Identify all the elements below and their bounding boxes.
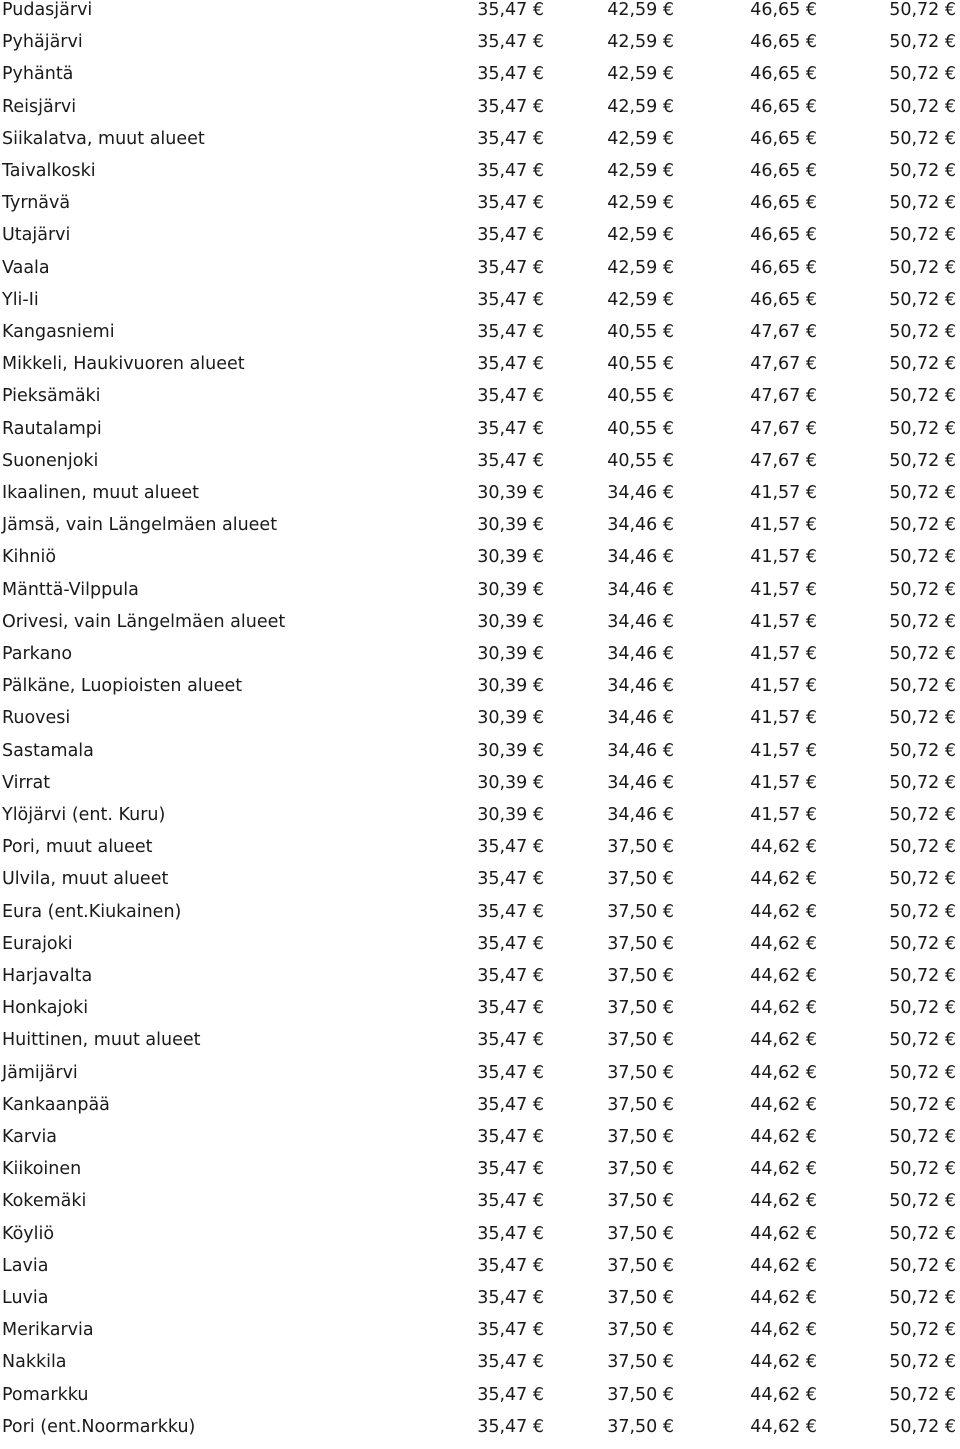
- price-cell-1: 35,47 €: [477, 0, 544, 20]
- price-cell-2: 40,55 €: [607, 450, 674, 471]
- price-cell-1: 35,47 €: [477, 128, 544, 149]
- price-cell-2: 34,46 €: [607, 515, 674, 536]
- table-row: [0, 515, 960, 547]
- municipality-name: Parkano: [2, 644, 73, 664]
- table-row: [0, 1417, 960, 1449]
- price-cell-3: 41,57 €: [750, 579, 817, 600]
- price-cell-3: 44,62 €: [750, 1416, 817, 1437]
- municipality-name: Ulvila, muut alueet: [2, 869, 169, 890]
- price-cell-2: 40,55 €: [607, 322, 674, 342]
- price-cell-1: 30,39 €: [477, 547, 544, 568]
- price-cell-1: 35,47 €: [477, 1127, 544, 1147]
- municipality-name: Taivalkoski: [2, 161, 96, 181]
- municipality-name: Karvia: [2, 1127, 58, 1147]
- price-cell-2: 34,46 €: [607, 708, 674, 729]
- municipality-name: Luvia: [2, 1288, 49, 1308]
- price-cell-3: 41,57 €: [750, 708, 817, 729]
- table-row: [0, 386, 960, 418]
- municipality-name: Köyliö: [2, 1223, 55, 1244]
- price-cell-3: 41,57 €: [750, 515, 817, 536]
- municipality-name: Orivesi, vain Längelmäen alueet: [2, 611, 286, 632]
- price-cell-1: 35,47 €: [477, 32, 544, 53]
- table-row: [0, 483, 960, 515]
- price-cell-3: 46,65 €: [750, 128, 817, 149]
- price-cell-2: 37,50 €: [607, 1159, 674, 1180]
- price-cell-2: 40,55 €: [607, 418, 674, 439]
- price-cell-1: 35,47 €: [477, 96, 544, 117]
- table-row: [0, 1288, 960, 1320]
- price-cell-1: 35,47 €: [477, 289, 544, 310]
- table-row: [0, 193, 960, 225]
- price-cell-1: 35,47 €: [477, 901, 544, 922]
- municipality-name: Eura (ent.Kiukainen): [2, 901, 182, 922]
- price-cell-1: 35,47 €: [477, 998, 544, 1019]
- price-cell-3: 41,57 €: [750, 772, 817, 793]
- price-cell-1: 35,47 €: [477, 1320, 544, 1341]
- price-cell-2: 42,59 €: [607, 161, 674, 181]
- price-cell-4: 50,72 €: [889, 998, 956, 1019]
- table-row: [0, 1385, 960, 1417]
- price-cell-4: 50,72 €: [889, 289, 956, 310]
- table-row: [0, 612, 960, 644]
- table-row: [0, 1030, 960, 1062]
- table-row: [0, 1095, 960, 1127]
- price-cell-4: 50,72 €: [889, 1352, 956, 1373]
- price-cell-4: 50,72 €: [889, 1255, 956, 1276]
- price-cell-4: 50,72 €: [889, 386, 956, 407]
- municipality-name: Virrat: [2, 772, 51, 793]
- price-cell-4: 50,72 €: [889, 1030, 956, 1051]
- table-row: [0, 773, 960, 805]
- price-cell-4: 50,72 €: [889, 1159, 956, 1180]
- municipality-name: Reisjärvi: [2, 96, 77, 117]
- municipality-name: Pudasjärvi: [2, 0, 93, 20]
- table-row: [0, 837, 960, 869]
- municipality-name: Pyhäntä: [2, 64, 74, 85]
- price-cell-1: 30,39 €: [477, 740, 544, 761]
- price-cell-4: 50,72 €: [889, 225, 956, 246]
- municipality-name: Siikalatva, muut alueet: [2, 128, 205, 149]
- price-cell-3: 46,65 €: [750, 225, 817, 246]
- price-cell-2: 37,50 €: [607, 1223, 674, 1244]
- table-row: [0, 1191, 960, 1223]
- table-row: [0, 225, 960, 257]
- table-row: [0, 290, 960, 322]
- table-row: [0, 805, 960, 837]
- municipality-name: Utajärvi: [2, 225, 71, 246]
- price-cell-2: 37,50 €: [607, 933, 674, 954]
- price-cell-3: 46,65 €: [750, 257, 817, 278]
- price-cell-1: 35,47 €: [477, 386, 544, 407]
- price-cell-2: 42,59 €: [607, 64, 674, 85]
- table-row: [0, 580, 960, 612]
- price-cell-1: 35,47 €: [477, 322, 544, 342]
- price-cell-1: 35,47 €: [477, 354, 544, 375]
- price-cell-4: 50,72 €: [889, 0, 956, 20]
- price-cell-1: 30,39 €: [477, 644, 544, 664]
- price-cell-1: 35,47 €: [477, 1255, 544, 1276]
- price-cell-4: 50,72 €: [889, 1416, 956, 1437]
- price-cell-4: 50,72 €: [889, 96, 956, 117]
- price-cell-1: 35,47 €: [477, 225, 544, 246]
- table-row: [0, 1352, 960, 1384]
- municipality-name: Pieksämäki: [2, 386, 101, 407]
- municipality-name: Kokemäki: [2, 1191, 87, 1212]
- price-cell-2: 37,50 €: [607, 1288, 674, 1308]
- price-cell-1: 30,39 €: [477, 708, 544, 729]
- price-cell-4: 50,72 €: [889, 966, 956, 986]
- price-cell-4: 50,72 €: [889, 708, 956, 729]
- table-row: [0, 258, 960, 290]
- municipality-name: Merikarvia: [2, 1320, 94, 1341]
- price-cell-1: 35,47 €: [477, 1094, 544, 1115]
- price-cell-3: 46,65 €: [750, 0, 817, 20]
- municipality-name: Eurajoki: [2, 933, 73, 954]
- table-row: [0, 129, 960, 161]
- price-cell-4: 50,72 €: [889, 1062, 956, 1083]
- price-cell-3: 44,62 €: [750, 1094, 817, 1115]
- price-cell-4: 50,72 €: [889, 644, 956, 664]
- price-cell-4: 50,72 €: [889, 740, 956, 761]
- price-cell-2: 42,59 €: [607, 32, 674, 53]
- price-cell-4: 50,72 €: [889, 1127, 956, 1147]
- price-cell-3: 44,62 €: [750, 1030, 817, 1051]
- table-row: [0, 419, 960, 451]
- price-cell-2: 37,50 €: [607, 869, 674, 890]
- price-cell-2: 37,50 €: [607, 1127, 674, 1147]
- price-cell-4: 50,72 €: [889, 579, 956, 600]
- municipality-name: Honkajoki: [2, 998, 89, 1019]
- table-row: [0, 934, 960, 966]
- table-row: [0, 161, 960, 193]
- price-cell-4: 50,72 €: [889, 1223, 956, 1244]
- price-cell-1: 35,47 €: [477, 1030, 544, 1051]
- price-cell-2: 40,55 €: [607, 354, 674, 375]
- price-cell-3: 47,67 €: [750, 418, 817, 439]
- price-cell-1: 35,47 €: [477, 869, 544, 890]
- price-cell-3: 44,62 €: [750, 1320, 817, 1341]
- price-cell-1: 35,47 €: [477, 193, 544, 214]
- price-cell-2: 34,46 €: [607, 483, 674, 503]
- price-cell-1: 35,47 €: [477, 837, 544, 858]
- table-row: [0, 1224, 960, 1256]
- price-cell-3: 47,67 €: [750, 322, 817, 342]
- price-cell-1: 30,39 €: [477, 805, 544, 825]
- price-cell-4: 50,72 €: [889, 128, 956, 149]
- price-cell-3: 44,62 €: [750, 1127, 817, 1147]
- price-cell-3: 46,65 €: [750, 161, 817, 181]
- price-cell-3: 46,65 €: [750, 32, 817, 53]
- price-cell-2: 42,59 €: [607, 193, 674, 214]
- price-cell-2: 42,59 €: [607, 289, 674, 310]
- price-cell-4: 50,72 €: [889, 1384, 956, 1405]
- price-cell-4: 50,72 €: [889, 354, 956, 375]
- price-cell-1: 35,47 €: [477, 1223, 544, 1244]
- price-cell-3: 44,62 €: [750, 933, 817, 954]
- table-row: [0, 32, 960, 64]
- price-cell-4: 50,72 €: [889, 257, 956, 278]
- price-cell-3: 44,62 €: [750, 1223, 817, 1244]
- price-cell-2: 37,50 €: [607, 1255, 674, 1276]
- price-cell-2: 34,46 €: [607, 579, 674, 600]
- price-cell-1: 35,47 €: [477, 966, 544, 986]
- price-cell-3: 44,62 €: [750, 1255, 817, 1276]
- price-cell-4: 50,72 €: [889, 161, 956, 181]
- municipality-name: Yli-Ii: [2, 289, 39, 310]
- municipality-name: Pomarkku: [2, 1384, 89, 1405]
- price-cell-2: 42,59 €: [607, 96, 674, 117]
- price-cell-3: 44,62 €: [750, 1159, 817, 1180]
- municipality-name: Tyrnävä: [2, 193, 71, 214]
- table-row: [0, 0, 960, 32]
- price-cell-4: 50,72 €: [889, 32, 956, 53]
- price-cell-1: 35,47 €: [477, 1288, 544, 1308]
- municipality-name: Ikaalinen, muut alueet: [2, 483, 199, 503]
- table-row: [0, 998, 960, 1030]
- table-row: [0, 354, 960, 386]
- price-cell-3: 44,62 €: [750, 1191, 817, 1212]
- price-cell-3: 44,62 €: [750, 1062, 817, 1083]
- municipality-name: Nakkila: [2, 1352, 67, 1373]
- price-cell-2: 37,50 €: [607, 1030, 674, 1051]
- price-cell-1: 35,47 €: [477, 450, 544, 471]
- municipality-name: Kiikoinen: [2, 1159, 82, 1180]
- price-cell-2: 37,50 €: [607, 837, 674, 858]
- price-cell-3: 41,57 €: [750, 740, 817, 761]
- price-cell-4: 50,72 €: [889, 483, 956, 503]
- price-cell-4: 50,72 €: [889, 450, 956, 471]
- price-cell-1: 35,47 €: [477, 1416, 544, 1437]
- municipality-name: Sastamala: [2, 740, 94, 761]
- price-cell-2: 37,50 €: [607, 901, 674, 922]
- price-cell-3: 46,65 €: [750, 289, 817, 310]
- price-cell-1: 35,47 €: [477, 933, 544, 954]
- municipality-name: Kihniö: [2, 547, 57, 568]
- table-row: [0, 741, 960, 773]
- price-cell-2: 37,50 €: [607, 1191, 674, 1212]
- table-row: [0, 1063, 960, 1095]
- price-cell-3: 44,62 €: [750, 1384, 817, 1405]
- municipality-name: Lavia: [2, 1255, 49, 1276]
- price-cell-3: 44,62 €: [750, 869, 817, 890]
- price-cell-2: 34,46 €: [607, 805, 674, 825]
- price-cell-3: 47,67 €: [750, 386, 817, 407]
- municipality-name: Huittinen, muut alueet: [2, 1030, 201, 1051]
- price-cell-3: 44,62 €: [750, 1352, 817, 1373]
- price-cell-4: 50,72 €: [889, 547, 956, 568]
- price-cell-2: 42,59 €: [607, 225, 674, 246]
- municipality-name: Vaala: [2, 257, 50, 278]
- table-row: [0, 322, 960, 354]
- table-row: [0, 869, 960, 901]
- price-cell-3: 44,62 €: [750, 901, 817, 922]
- price-cell-3: 44,62 €: [750, 966, 817, 986]
- price-cell-2: 34,46 €: [607, 772, 674, 793]
- price-cell-2: 42,59 €: [607, 128, 674, 149]
- price-cell-3: 44,62 €: [750, 998, 817, 1019]
- price-cell-4: 50,72 €: [889, 676, 956, 697]
- price-cell-4: 50,72 €: [889, 901, 956, 922]
- price-cell-2: 37,50 €: [607, 1416, 674, 1437]
- table-row: [0, 1256, 960, 1288]
- municipality-name: Kangasniemi: [2, 322, 115, 342]
- price-cell-2: 37,50 €: [607, 966, 674, 986]
- price-cell-2: 37,50 €: [607, 1062, 674, 1083]
- municipality-name: Suonenjoki: [2, 450, 99, 471]
- price-cell-1: 35,47 €: [477, 1159, 544, 1180]
- price-cell-2: 37,50 €: [607, 1094, 674, 1115]
- price-cell-2: 34,46 €: [607, 676, 674, 697]
- price-cell-2: 40,55 €: [607, 386, 674, 407]
- price-cell-1: 30,39 €: [477, 611, 544, 632]
- price-cell-2: 37,50 €: [607, 998, 674, 1019]
- table-row: [0, 708, 960, 740]
- table-row: [0, 97, 960, 129]
- price-cell-3: 41,57 €: [750, 676, 817, 697]
- municipality-name: Jämijärvi: [2, 1062, 78, 1083]
- table-row: [0, 547, 960, 579]
- price-cell-1: 35,47 €: [477, 1384, 544, 1405]
- price-cell-2: 34,46 €: [607, 644, 674, 664]
- price-cell-3: 41,57 €: [750, 611, 817, 632]
- table-row: [0, 1159, 960, 1191]
- price-cell-2: 37,50 €: [607, 1384, 674, 1405]
- price-cell-2: 37,50 €: [607, 1320, 674, 1341]
- municipality-name: Harjavalta: [2, 966, 93, 986]
- price-cell-1: 35,47 €: [477, 257, 544, 278]
- price-cell-1: 30,39 €: [477, 515, 544, 536]
- price-cell-4: 50,72 €: [889, 1320, 956, 1341]
- municipality-name: Ruovesi: [2, 708, 71, 729]
- price-cell-4: 50,72 €: [889, 772, 956, 793]
- municipality-name: Pälkäne, Luopioisten alueet: [2, 676, 243, 697]
- price-cell-3: 46,65 €: [750, 64, 817, 85]
- price-cell-1: 35,47 €: [477, 1352, 544, 1373]
- municipality-name: Rautalampi: [2, 418, 102, 439]
- table-row: [0, 676, 960, 708]
- price-cell-4: 50,72 €: [889, 869, 956, 890]
- price-cell-3: 46,65 €: [750, 96, 817, 117]
- price-cell-4: 50,72 €: [889, 322, 956, 342]
- municipality-name: Pori, muut alueet: [2, 837, 153, 858]
- price-cell-2: 34,46 €: [607, 611, 674, 632]
- price-cell-4: 50,72 €: [889, 1094, 956, 1115]
- price-cell-2: 37,50 €: [607, 1352, 674, 1373]
- price-cell-2: 42,59 €: [607, 0, 674, 20]
- municipality-name: Pyhäjärvi: [2, 32, 83, 53]
- price-cell-3: 44,62 €: [750, 837, 817, 858]
- price-cell-1: 35,47 €: [477, 418, 544, 439]
- price-cell-4: 50,72 €: [889, 1288, 956, 1308]
- price-cell-3: 46,65 €: [750, 193, 817, 214]
- price-cell-3: 47,67 €: [750, 450, 817, 471]
- price-cell-2: 34,46 €: [607, 547, 674, 568]
- price-cell-4: 50,72 €: [889, 515, 956, 536]
- table-row: [0, 966, 960, 998]
- table-row: [0, 451, 960, 483]
- price-cell-3: 41,57 €: [750, 805, 817, 825]
- price-cell-4: 50,72 €: [889, 418, 956, 439]
- price-cell-4: 50,72 €: [889, 193, 956, 214]
- table-row: [0, 1127, 960, 1159]
- price-cell-2: 42,59 €: [607, 257, 674, 278]
- price-cell-3: 44,62 €: [750, 1288, 817, 1308]
- price-cell-4: 50,72 €: [889, 805, 956, 825]
- municipality-name: Pori (ent.Noormarkku): [2, 1416, 196, 1437]
- municipality-name: Mänttä-Vilppula: [2, 579, 139, 600]
- table-row: [0, 902, 960, 934]
- price-cell-1: 30,39 €: [477, 772, 544, 793]
- price-cell-3: 41,57 €: [750, 644, 817, 664]
- municipality-name: Mikkeli, Haukivuoren alueet: [2, 354, 245, 375]
- municipality-name: Jämsä, vain Längelmäen alueet: [2, 515, 278, 536]
- table-row: [0, 1320, 960, 1352]
- price-cell-1: 30,39 €: [477, 676, 544, 697]
- price-cell-1: 35,47 €: [477, 1062, 544, 1083]
- price-cell-4: 50,72 €: [889, 611, 956, 632]
- price-cell-1: 35,47 €: [477, 161, 544, 181]
- price-cell-1: 35,47 €: [477, 1191, 544, 1212]
- price-cell-4: 50,72 €: [889, 64, 956, 85]
- price-cell-4: 50,72 €: [889, 1191, 956, 1212]
- price-cell-1: 30,39 €: [477, 579, 544, 600]
- table-row: [0, 64, 960, 96]
- price-cell-3: 47,67 €: [750, 354, 817, 375]
- municipality-name: Ylöjärvi (ent. Kuru): [2, 805, 166, 825]
- table-row: [0, 644, 960, 676]
- price-cell-3: 41,57 €: [750, 547, 817, 568]
- municipality-name: Kankaanpää: [2, 1094, 110, 1115]
- price-cell-1: 30,39 €: [477, 483, 544, 503]
- price-cell-3: 41,57 €: [750, 483, 817, 503]
- price-cell-2: 34,46 €: [607, 740, 674, 761]
- price-cell-4: 50,72 €: [889, 837, 956, 858]
- price-cell-4: 50,72 €: [889, 933, 956, 954]
- price-cell-1: 35,47 €: [477, 64, 544, 85]
